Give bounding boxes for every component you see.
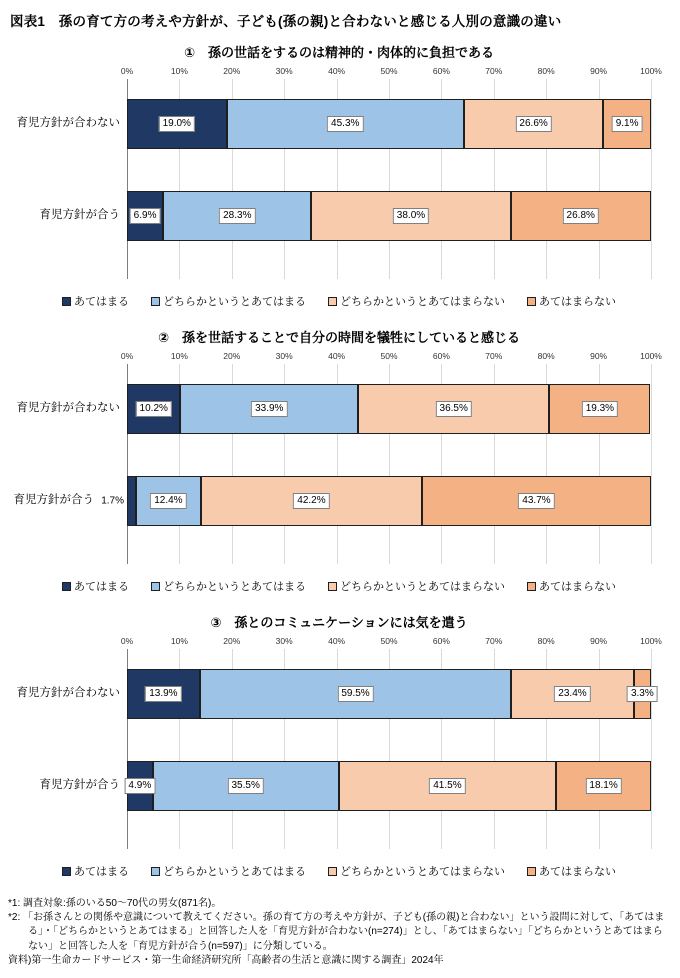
chart-1-legend [8,293,670,309]
value-label: 28.3% [219,208,255,224]
axis-tick-label: 30% [275,351,293,361]
axis-tick-label: 30% [275,636,293,646]
bar-segment [511,191,651,241]
chart-1-axis [120,66,662,79]
axis-tick-label: 100% [640,351,662,361]
axis-tick-label: 90% [590,66,608,76]
category-label: 育児方針が合わない [16,687,120,700]
axis-tick-label: 0% [120,636,134,646]
value-label: 45.3% [327,116,363,132]
legend-label: あてはまる [74,866,129,878]
footnote-2: *2: 「お孫さんとの関係や意識について教えてください。孫の育て方の考えや方針が、子ども(孫の親)と合わない」という設問に対して、「あてはまる」・「どちらかというとあてはまる」と回答した人を「育児方針が合わない(n=274)」とし、「あてはまらない」「どちらかというとあてはまらない」と回答した人を「育児方針が合う(n=597)」に分類している。 [8,912,665,952]
axis-tick-label: 50% [380,66,398,76]
gridline [651,649,652,849]
bar-segment [630,669,654,719]
value-label: 23.4% [554,686,590,702]
bar-segment [127,384,180,434]
legend-item [151,578,306,594]
category-label: 育児方針が合わない [16,402,120,415]
axis-tick-label: 40% [328,636,346,646]
bar-segment [339,761,556,811]
axis-tick-label: 60% [432,636,450,646]
bar-segment [127,669,200,719]
axis-tick-label: 80% [537,636,555,646]
bar-segment [227,99,464,149]
bar-segment [127,761,153,811]
value-label: 9.1% [612,116,643,132]
legend-label: どちらかというとあてはまる [163,581,306,593]
legend-item [62,578,129,594]
value-label: 33.9% [251,401,287,417]
bar-segment [511,669,634,719]
value-label: 10.2% [136,401,172,417]
axis-tick-label: 10% [170,636,188,646]
value-label: 12.4% [150,493,186,509]
chart-3-legend [8,863,670,879]
bar-segment [153,761,339,811]
chart-1 [8,42,670,309]
legend-item [328,578,505,594]
chart-2-axis [120,351,662,364]
legend-label: あてはまらない [539,581,616,593]
chart-3-axis [120,636,662,649]
legend-label: どちらかというとあてはまる [163,296,306,308]
value-label: 19.3% [582,401,618,417]
legend-swatch [328,297,337,306]
bar-segment [201,476,422,526]
legend-swatch [328,867,337,876]
bar-segment [163,191,311,241]
axis-tick-label: 40% [328,66,346,76]
axis-tick-label: 0% [120,66,134,76]
bar-segment [136,476,201,526]
legend-item [62,863,129,879]
legend-swatch [527,297,536,306]
axis-tick-label: 70% [485,66,503,76]
chart-3-plot [16,649,654,849]
value-label: 26.6% [515,116,551,132]
legend-swatch [62,297,71,306]
value-label: 59.5% [337,686,373,702]
value-label: 13.9% [145,686,181,702]
value-label: 42.2% [293,493,329,509]
value-label: 35.5% [227,778,263,794]
legend-label: あてはまる [74,581,129,593]
chart-2 [8,327,670,594]
chart-2-body [13,351,662,564]
bar-row-2 [39,191,651,241]
axis-tick-label: 10% [170,351,188,361]
category-label: 育児方針が合う [39,779,120,792]
bar-segment [603,99,651,149]
bar-segment [200,669,511,719]
charts-container [8,42,670,879]
bar-row-2 [39,761,651,811]
legend-item [62,293,129,309]
chart-1-title: ① 孫の世話をするのは精神的・肉体的に負担である [183,45,494,60]
value-label: 26.8% [563,208,599,224]
bar-segment [358,384,549,434]
axis-tick-label: 70% [485,636,503,646]
axis-tick-label: 10% [170,66,188,76]
source-note: 資料)第一生命カードサービス・第一生命経済研究所「高齢者の生活と意識に関する調査」2024年 [8,954,444,966]
legend-swatch [527,582,536,591]
value-label: 4.9% [124,778,155,794]
legend-swatch [151,297,160,306]
legend-swatch [62,582,71,591]
legend-item [328,293,505,309]
bar-segment [556,761,651,811]
legend-swatch [527,867,536,876]
bar-segment [127,99,227,149]
legend-swatch [151,867,160,876]
axis-tick-label: 50% [380,351,398,361]
bar-segment [464,99,603,149]
legend-label: あてはまらない [539,296,616,308]
legend-label: あてはまらない [539,866,616,878]
bar-segment [180,384,358,434]
axis-tick-label: 30% [275,66,293,76]
value-label: 6.9% [130,208,161,224]
figure-title: 図表1 孫の育て方の考えや方針が、子ども(孫の親)と合わないと感じる人別の意識の違い [10,14,562,29]
chart-2-legend [8,578,670,594]
gridline [651,364,652,564]
chart-2-plot [13,364,651,564]
value-label: 36.5% [436,401,472,417]
axis-tick-label: 20% [223,636,241,646]
axis-tick-label: 60% [432,66,450,76]
axis-tick-label: 60% [432,351,450,361]
axis-tick-label: 90% [590,351,608,361]
axis-tick-label: 100% [640,636,662,646]
axis-tick-label: 50% [380,636,398,646]
value-label: 43.7% [518,493,554,509]
axis-tick-label: 100% [640,66,662,76]
legend-item [328,863,505,879]
value-label: 38.0% [393,208,429,224]
legend-label: あてはまる [74,296,129,308]
bar-row-2 [13,476,651,526]
legend-item [151,293,306,309]
value-label-outside: 1.7% [101,495,124,507]
bar-segment [549,384,650,434]
bar-row-1 [16,99,651,149]
bar-segment [127,476,136,526]
legend-swatch [62,867,71,876]
chart-3-title: ③ 孫とのコミュニケーションには気を遣う [210,615,468,630]
legend-item [527,293,616,309]
chart-1-body [16,66,662,279]
legend-label: どちらかというとあてはまらない [340,866,505,878]
category-label: 育児方針が合わない [16,117,120,130]
chart-3-body [16,636,662,849]
axis-tick-label: 80% [537,66,555,76]
bar-row-1 [16,669,654,719]
axis-tick-label: 20% [223,66,241,76]
chart-3 [8,612,670,879]
value-label: 18.1% [585,778,621,794]
bar-segment [311,191,510,241]
legend-item [151,863,306,879]
footnote-1: *1: 調査対象:孫のいる50～70代の男女(871名)。 [8,898,222,909]
legend-label: どちらかというとあてはまらない [340,581,505,593]
bar-row-1 [16,384,651,434]
bar-segment [127,191,163,241]
axis-tick-label: 80% [537,351,555,361]
legend-swatch [151,582,160,591]
value-label: 41.5% [429,778,465,794]
gridline [651,79,652,279]
chart-1-plot [16,79,651,279]
chart-2-title: ② 孫を世話することで自分の時間を犠牲にしていると感じる [157,330,520,345]
legend-label: どちらかというとあてはまらない [340,296,505,308]
category-label: 育児方針が合う [13,494,94,507]
legend-item [527,578,616,594]
axis-tick-label: 70% [485,351,503,361]
legend-swatch [328,582,337,591]
legend-label: どちらかというとあてはまる [163,866,306,878]
footnotes [8,897,670,968]
legend-item [527,863,616,879]
axis-tick-label: 20% [223,351,241,361]
bar-segment [422,476,651,526]
axis-tick-label: 0% [120,351,134,361]
category-label: 育児方針が合う [39,209,120,222]
axis-tick-label: 90% [590,636,608,646]
axis-tick-label: 40% [328,351,346,361]
value-label: 19.0% [159,116,195,132]
value-label: 3.3% [627,686,658,702]
